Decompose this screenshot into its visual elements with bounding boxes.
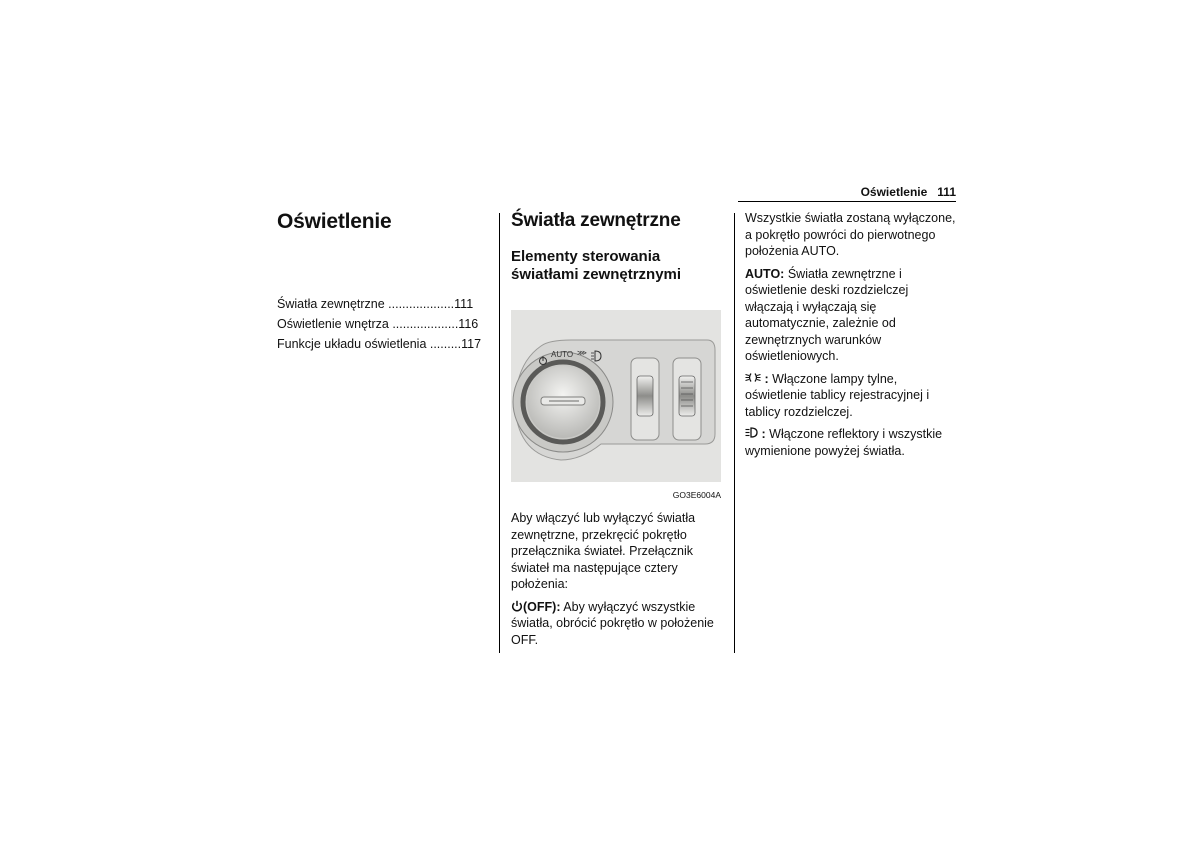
auto-paragraph: [745, 266, 957, 365]
section-heading: Światła zewnętrzne: [511, 210, 681, 231]
power-icon: [511, 600, 523, 612]
off-label: (OFF):: [523, 599, 561, 614]
header-section: Oświetlenie: [860, 185, 928, 199]
off-paragraph: [511, 599, 723, 649]
dimmer-thumbwheel-2: [673, 358, 701, 440]
right-column: [745, 210, 957, 465]
auto-text: Światła zewnętrzne i oświetlenie deski rozdzielczej włączają i wyłączają się automatycznie, zależnie od zewnętrznych warunków oświetleniowych.: [745, 266, 909, 363]
light-switch-photo: [511, 310, 721, 482]
off-text: Aby wyłączyć wszystkie światła, obrócić pokrętło w położenie OFF.: [511, 599, 714, 647]
column-divider-1: [499, 213, 500, 653]
chapter-title: Oświetlenie: [277, 210, 392, 233]
subsection-heading: Elementy sterowania światłami zewnętrznymi: [511, 248, 682, 283]
table-of-contents: [277, 294, 487, 354]
auto-label: AUTO:: [745, 266, 785, 281]
running-header: [840, 185, 956, 199]
parking-text: Włączone lampy tylne, oświetlenie tablicy rejestracyjnej i tablicy rozdzielczej.: [745, 371, 930, 419]
headlamp-text: Włączone reflektory i wszystkie wymienione powyżej światła.: [745, 427, 943, 458]
middle-column-text: [511, 510, 723, 654]
middle-column: [511, 210, 723, 284]
header-rule: [738, 201, 956, 202]
headlamp-paragraph: [745, 426, 957, 459]
toc-item-interior[interactable]: Oświetlenie wnętrza ...................116: [277, 317, 479, 331]
parking-light-icon: [745, 372, 761, 383]
headlamp-label: :: [761, 427, 766, 441]
toc-item-features[interactable]: Funkcje układu oświetlenia .........117: [277, 337, 482, 351]
left-column: [277, 210, 487, 354]
light-switch-illustration: [511, 310, 721, 482]
column-divider-2: [734, 213, 735, 653]
parking-paragraph: [745, 371, 957, 421]
dial-parking-symbol: ⋙: [577, 350, 587, 357]
dial-auto-label: AUTO: [551, 350, 574, 359]
figure-caption: GO3E6004A: [672, 490, 721, 500]
intro-paragraph: Aby włączyć lub wyłączyć światła zewnętrzne, przekręcić pokrętło przełącznika świateł. Przełącznik świateł ma następujące cztery położenia:: [511, 511, 696, 591]
toc-item-exterior[interactable]: Światła zewnętrzne ...................111: [277, 297, 474, 311]
reset-paragraph: Wszystkie światła zostaną wyłączone, a pokrętło powróci do pierwotnego położenia AUTO.: [745, 211, 956, 258]
page-number: 111: [937, 185, 956, 199]
dimmer-thumbwheel-1: [631, 358, 659, 440]
parking-label: :: [764, 371, 769, 386]
headlamp-icon: [745, 427, 758, 438]
